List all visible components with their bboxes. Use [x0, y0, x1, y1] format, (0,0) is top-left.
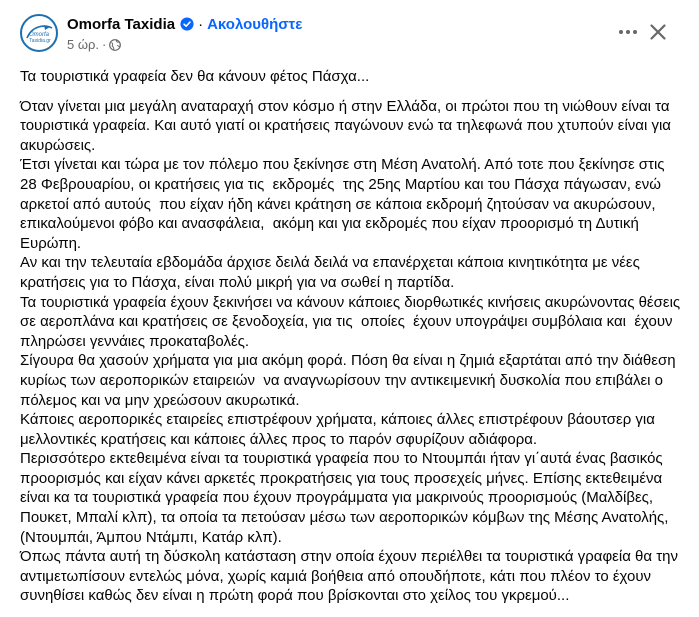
verified-badge-icon	[180, 17, 194, 31]
post-paragraph: Έτσι γίνεται και τώρα με τον πόλεμο που ξεκίνησε στη Μέση Ανατολή. Από τοτε που ξεκίνησε στις 28 Φεβρουαρίου, οι κρατήσεις για τις εκδρομές της 25ης Μαρτίου και του Πάσχα πάγωσαν, ενώ αρκετοί από αυτούς που είχαν ήδη κάνει κράτηση σε κάποια εκδρομή ζητούσαν να ακυρώσουν, επικαλούμενοι φόβο και ανασφάλεια, ακόμη και για εκδρομές που είχαν προορισμό τη Δυτική Ευρώπη.	[20, 156, 669, 252]
post-paragraph: Αν και την τελευταία εβδομάδα άρχισε δειλά δειλά να επανέρχεται κάποια κινητικότητα με νέες κρατήσεις για το Πάσχα, είναι πολύ μικρή για να σωθεί η παρτίδα.	[20, 254, 644, 291]
post-paragraph: Όπως πάντα αυτή τη δύσκολη κατάσταση στην οποία έχουν περιέλθει τα τουριστικά γραφεία θα την αντιμετωπίσουν εντελώς μόνα, χωρίς καμιά βοήθεια από οπουδήποτε, κάτι που πλέον το έχουν συνηθίσει καθώς δεν είναι η πρώτη φορά που βρίσκονται στο χείλος του γκρεμού...	[20, 548, 683, 605]
close-icon	[642, 16, 674, 48]
meta-separator: ·	[102, 37, 107, 52]
svg-text:Taxidia.gr: Taxidia.gr	[29, 38, 51, 44]
svg-text:Omorfa: Omorfa	[28, 32, 50, 38]
separator-dot: ·	[198, 16, 204, 33]
more-dots-icon	[612, 16, 644, 48]
page-name-link[interactable]: Omorfa Taxidia	[67, 16, 176, 33]
post-paragraph: Σίγουρα θα χασούν χρήματα για μια ακόμη φορά. Πόση θα είναι η ζημιά εξαρτάται από την διάθεση κυρίως των αεροπορικών εταιρειών να αναγνωρίσουν την αντικειμενική δυσκολία που επιβάλει ο πόλεμος και να μην χρεώσουν ακυρωτικά.	[20, 352, 680, 409]
more-options-button[interactable]	[612, 16, 644, 48]
follow-button[interactable]: Ακολουθήστε	[207, 16, 303, 33]
close-button[interactable]	[642, 16, 674, 48]
globe-icon[interactable]	[109, 39, 121, 51]
post-paragraph: Τα τουριστικά γραφεία έχουν ξεκινήσει να κάνουν κάποιες διορθωτικές κινήσεις ακυρώνοντας θέσεις σε αεροπλάνα και κρατήσεις σε ξενοδοχεία, για τις οποίες έχουν υπογράψει συμβόλαια και έχουν πληρώσει γεννάιες προκαταβολές.	[20, 293, 685, 350]
post-header	[16, 12, 683, 56]
post-paragraph: Όταν γίνεται μια μεγάλη αναταραχή στον κόσμο ή στην Ελλάδα, οι πρώτοι που τη νιώθουν είναι τα τουριστικά γραφεία. Και αυτό γιατί οι κρατήσεις παγώνουν ενώ τα τηλεφωνά που χτυπούν είναι για ακυρώσεις.	[20, 97, 676, 154]
author-line	[67, 15, 302, 35]
post-paragraph: Κάποιες αεροπορικές εταιρείες επιστρέφουν χρήματα, κάποιες άλλες επιστρέφουν βάουτσερ για μελλοντικές κρατήσεις και κάποιες άλλες προς το παρόν σφυρίζουν αδιάφορα.	[20, 411, 660, 448]
post-body	[20, 67, 684, 606]
page-avatar[interactable]	[20, 14, 58, 52]
post-timestamp[interactable]: 5 ώρ.	[67, 37, 99, 52]
post-meta	[67, 37, 121, 53]
post-paragraph: Περισσότερο εκτεθειμένα είναι τα τουριστικά γραφεία που το Ντουμπάι ήταν γι΄αυτά ένας βασικός προορισμός και είχαν κάνει αρκετές προκρατήσεις για τους προσεχείς μήνες. Επίσης εκτεθειμένα είναι κα τα τουριστικά γραφεία που έχουν προγράμματα για μακρινούς προορισμούς (Μαλδίβες, Πουκετ, Μπαλί κλπ), τα οποία τα πετούσαν μέσω των αεροπορικών κόμβων της Μέσης Ανατολής, (Ντουμπάι, Άμπου Ντάμπι, Κατάρ κλπ).	[20, 450, 673, 546]
omorfa-taxidia-logo-icon	[22, 16, 56, 50]
post-headline: Τα τουριστικά γραφεία δεν θα κάνουν φέτος Πάσχα...	[20, 68, 370, 85]
